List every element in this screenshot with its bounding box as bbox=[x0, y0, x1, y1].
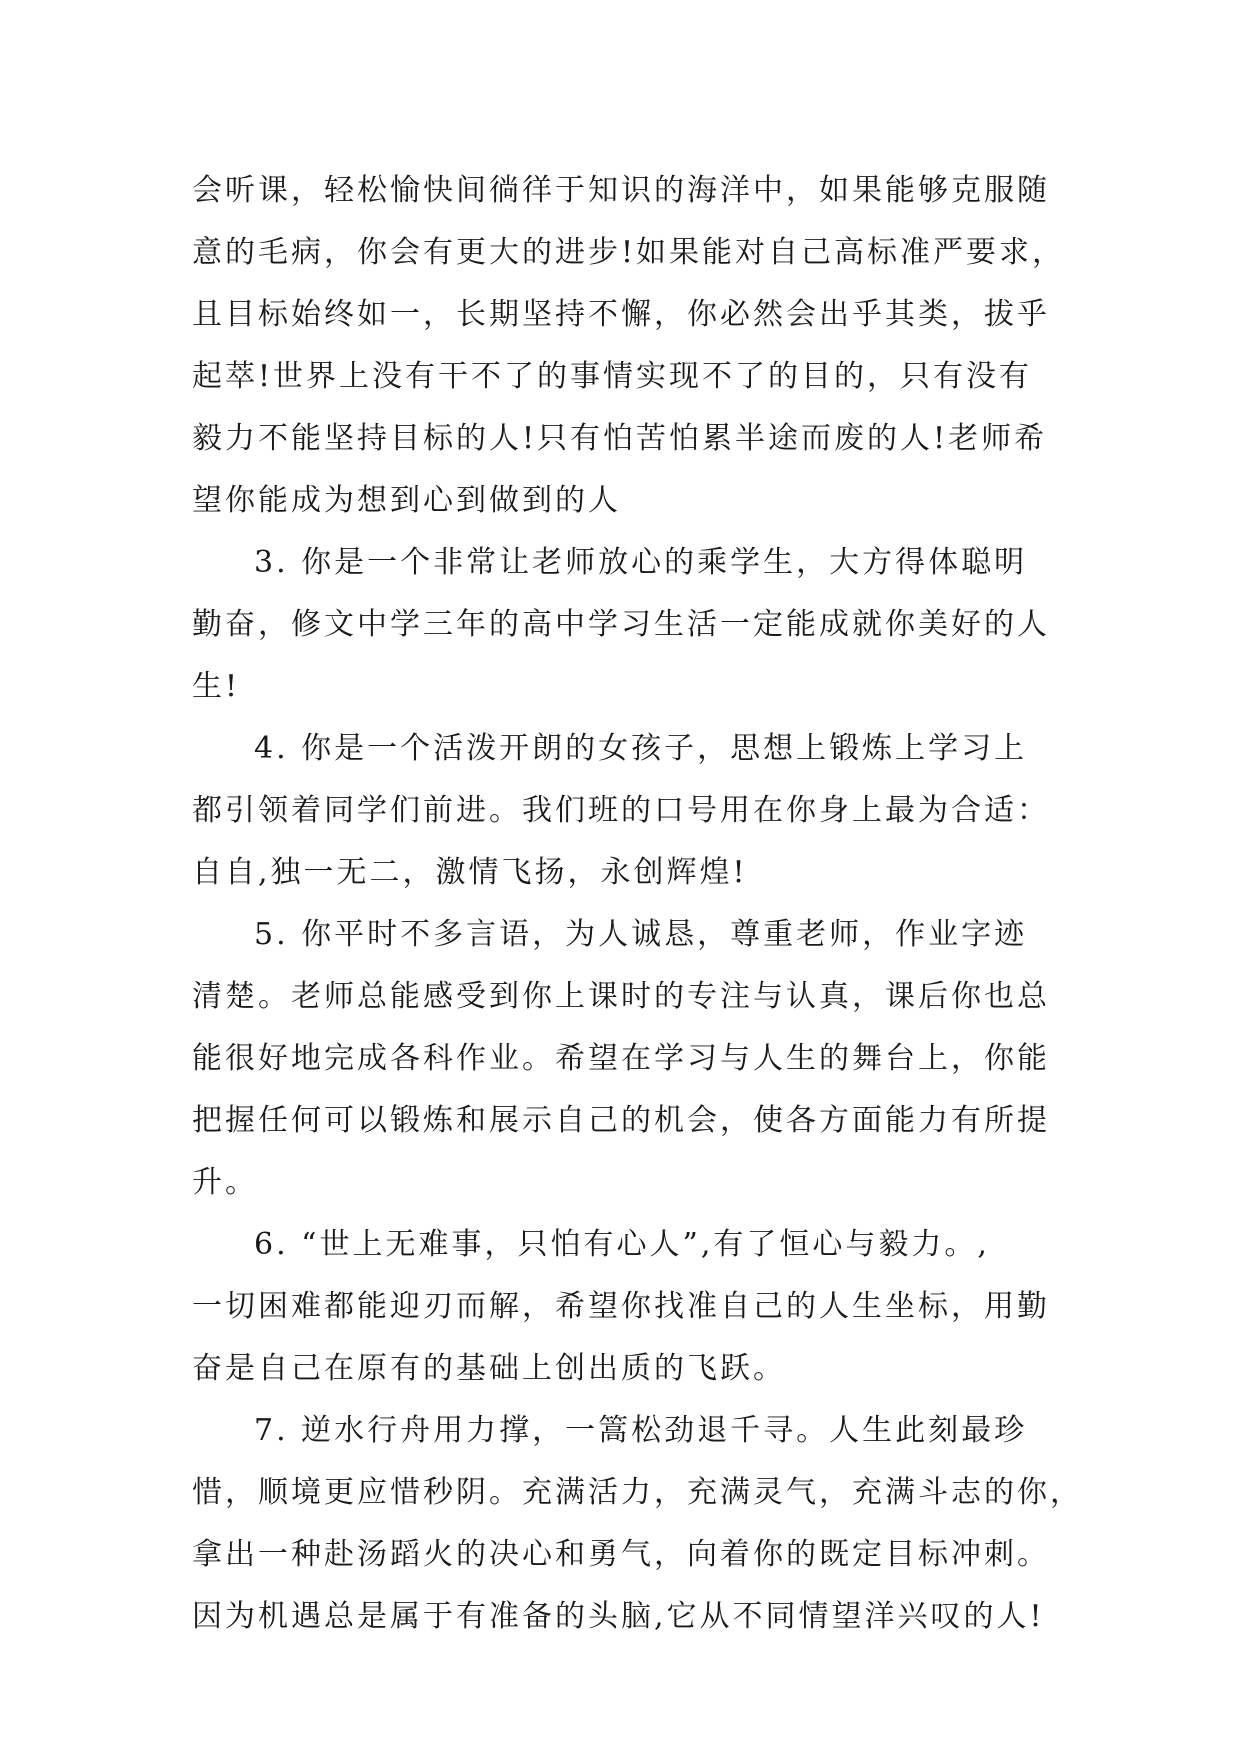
text-line: 7. 逆水行舟用力撑，一篙松劲退千寻。人生此刻最珍 bbox=[254, 1413, 1028, 1448]
paragraph-item-3 bbox=[192, 532, 1072, 718]
text-line: 都引领着同学们前进。我们班的口号用在你身上最为合适： bbox=[192, 793, 1050, 828]
text-line: 起萃!世界上没有干不了的事情实现不了的目的，只有没有 bbox=[192, 359, 1033, 394]
text-line: 望你能成为想到心到做到的人 bbox=[192, 483, 621, 518]
text-line: 奋是自己在原有的基础上创出质的飞跃。 bbox=[192, 1351, 786, 1386]
text-line: 清楚。老师总能感受到你上课时的专注与认真，课后你也总 bbox=[192, 979, 1050, 1014]
text-line: 4. 你是一个活泼开朗的女孩子，思想上锻炼上学习上 bbox=[254, 731, 1028, 766]
paragraph-item-5 bbox=[192, 904, 1072, 1214]
text-line: 把握任何可以锻炼和展示自己的机会，使各方面能力有所提 bbox=[192, 1103, 1050, 1138]
text-line: 惜，顺境更应惜秒阴。充满活力，充满灵气，充满斗志的你， bbox=[192, 1475, 1083, 1510]
text-line: 会听课，轻松愉快间徜徉于知识的海洋中，如果能够克服随 bbox=[192, 173, 1050, 208]
text-line: 6. “世上无难事，只怕有心人”,有了恒心与毅力。, bbox=[254, 1227, 990, 1262]
text-line: 自自,独一无二，激情飞扬，永创辉煌! bbox=[192, 855, 748, 890]
text-line: 且目标始终如一，长期坚持不懈，你必然会出乎其类，拔乎 bbox=[192, 297, 1050, 332]
text-line: 拿出一种赴汤蹈火的决心和勇气，向着你的既定目标冲刺。 bbox=[192, 1537, 1050, 1572]
text-line: 因为机遇总是属于有准备的头脑,它从不同情望洋兴叹的人! bbox=[192, 1599, 1045, 1634]
text-line: 意的毛病，你会有更大的进步!如果能对自己高标准严要求， bbox=[192, 235, 1066, 270]
text-line: 生! bbox=[192, 669, 241, 704]
text-line: 能很好地完成各科作业。希望在学习与人生的舞台上，你能 bbox=[192, 1041, 1050, 1076]
text-line: 毅力不能坚持目标的人!只有怕苦怕累半途而废的人!老师希 bbox=[192, 421, 1048, 456]
paragraph-item-6 bbox=[192, 1214, 1072, 1400]
text-line: 5. 你平时不多言语，为人诚恳，尊重老师，作业字迹 bbox=[254, 917, 1028, 952]
document-body bbox=[192, 160, 1083, 1648]
paragraph-item-7 bbox=[192, 1400, 1083, 1648]
text-line: 升。 bbox=[192, 1165, 258, 1200]
text-line: 一切困难都能迎刃而解，希望你找准自己的人生坐标，用勤 bbox=[192, 1289, 1050, 1324]
text-line: 3. 你是一个非常让老师放心的乘学生，大方得体聪明 bbox=[254, 545, 1028, 580]
paragraph-item-4 bbox=[192, 718, 1072, 904]
paragraph-continuation bbox=[192, 160, 1072, 532]
text-line: 勤奋，修文中学三年的高中学习生活一定能成就你美好的人 bbox=[192, 607, 1050, 642]
